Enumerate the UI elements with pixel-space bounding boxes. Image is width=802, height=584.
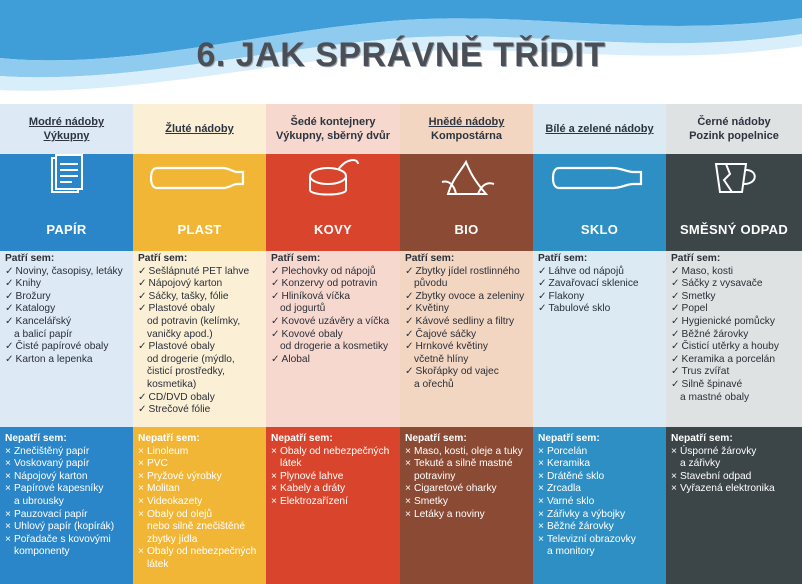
column-smesny-odpad: [666, 104, 802, 584]
accepted-title: Patří sem:: [271, 253, 321, 264]
list-item: × Vyřazená elektronika: [671, 483, 798, 496]
list-item: × Kabely a dráty: [271, 483, 396, 496]
accepted-title: Patří sem:: [538, 253, 588, 264]
list-item: ✓ Čisticí utěrky a houby: [671, 341, 798, 354]
list-item: × Znečištěný papír: [5, 446, 129, 459]
column-header: [666, 104, 802, 154]
page-title: 6. JAK SPRÁVNĚ TŘÍDIT: [196, 36, 606, 74]
list-item: × Pauzovací papír: [5, 509, 129, 522]
category-label: KOVY: [313, 222, 353, 237]
list-item: × Cigaretové oharky: [405, 483, 529, 496]
accepted-items: [400, 251, 533, 427]
list-item: ✓ Květiny: [405, 303, 529, 316]
list-item: ✓ Popel: [671, 303, 798, 316]
list-item: ✓ Tabulové sklo: [538, 303, 662, 316]
list-item: ✓ Kovové obaly: [271, 329, 396, 342]
list-item: ✓ Nápojový karton: [138, 278, 262, 291]
container-name: Žluté nádoby: [165, 123, 234, 135]
list-item: ✓ Plastové obaly: [138, 341, 262, 354]
rejected-title: Nepatří sem:: [405, 433, 467, 444]
rejected-title: Nepatří sem:: [271, 433, 333, 444]
collection-point: Výkupny: [43, 130, 90, 142]
accepted-items: [0, 251, 133, 427]
list-item: ✓ Trus zvířat: [671, 366, 798, 379]
rejected-title: Nepatří sem:: [5, 433, 67, 444]
list-item: × Voskovaný papír: [5, 458, 129, 471]
list-item: × Obaly od nebezpečných: [138, 546, 262, 559]
accepted-title: Patří sem:: [138, 253, 188, 264]
list-item: látek: [280, 458, 302, 470]
list-item: a mastné obaly: [680, 391, 750, 403]
list-item: od jogurtů: [280, 303, 326, 315]
list-item: ✓ Maso, kosti: [671, 266, 798, 279]
column-header: [0, 104, 133, 154]
list-item: ✓ Smetky: [671, 291, 798, 304]
container-name: Šedé kontejnery: [290, 116, 376, 128]
list-item: a balicí papír: [14, 328, 73, 340]
list-item: × Běžné žárovky: [538, 521, 662, 534]
category-label: BIO: [454, 222, 479, 237]
list-item: ✓ Sáčky, tašky, fólie: [138, 291, 262, 304]
list-item: ✓ Noviny, časopisy, letáky: [5, 266, 129, 279]
category-label: SKLO: [580, 222, 619, 237]
container-name: Bílé a zelené nádoby: [545, 123, 654, 135]
rejected-items: [666, 427, 802, 584]
list-item: a zářivky: [680, 458, 721, 470]
list-item: kosmetika): [147, 378, 197, 390]
list-item: komponenty: [14, 546, 70, 558]
list-item: od drogerie a kosmetiky: [280, 341, 389, 353]
list-item: × Letáky a noviny: [405, 509, 529, 522]
list-item: ✓ Čisté papírové obaly: [5, 341, 129, 354]
list-item: × Uhlový papír (kopírák): [5, 521, 129, 534]
collection-point: Výkupny, sběrný dvůr: [275, 130, 391, 142]
list-item: ✓ Hrnkové květiny: [405, 341, 529, 354]
category-band: [666, 154, 802, 251]
list-item: ✓ Katalogy: [5, 303, 129, 316]
column-plast: [133, 104, 266, 584]
list-item: a monitory: [547, 546, 595, 558]
column-kovy: [266, 104, 400, 584]
list-item: ✓ Silně špinavé: [671, 379, 798, 392]
column-header: [266, 104, 400, 154]
list-item: × PVC: [138, 458, 262, 471]
list-item: × Maso, kosti, oleje a tuky: [405, 446, 529, 459]
column-sklo: [533, 104, 666, 584]
list-item: ✓ Kancelářský: [5, 316, 129, 329]
list-item: a ořechů: [414, 378, 454, 390]
list-item: × Zrcadla: [538, 483, 662, 496]
list-item: látek: [147, 558, 169, 570]
list-item: × Pryžové výrobky: [138, 471, 262, 484]
list-item: ✓ Plechovky od nápojů: [271, 266, 396, 279]
list-item: nebo silně znečištěné: [147, 521, 245, 533]
column-header: [533, 104, 666, 154]
list-item: od drogerie (mýdlo,: [147, 353, 235, 365]
accepted-items: [666, 251, 802, 427]
list-item: × Úsporné žárovky: [671, 446, 798, 459]
list-item: × Varné sklo: [538, 496, 662, 509]
list-item: ✓ CD/DVD obaly: [138, 392, 262, 405]
sorting-table: [0, 104, 802, 584]
collection-point: Pozink popelnice: [689, 130, 779, 142]
list-item: ✓ Kávové sedliny a filtry: [405, 316, 529, 329]
list-item: ✓ Zavařovací sklenice: [538, 278, 662, 291]
column-header: [133, 104, 266, 154]
container-name: Hnědé nádoby: [428, 116, 505, 128]
accepted-items: [266, 251, 400, 427]
list-item: potraviny: [414, 470, 456, 482]
list-item: ✓ Brožury: [5, 291, 129, 304]
list-item: × Tekuté a silně mastné: [405, 458, 529, 471]
list-item: ✓ Sešlápnuté PET lahve: [138, 266, 262, 279]
list-item: × Obaly od nebezpečných: [271, 446, 396, 459]
list-item: od potravin (kelímky,: [147, 315, 241, 327]
list-item: ✓ Keramika a porcelán: [671, 354, 798, 367]
category-band: [0, 154, 133, 251]
list-item: × Molitan: [138, 483, 262, 496]
category-label: PAPÍR: [46, 222, 87, 237]
list-item: × Obaly od olejů: [138, 509, 262, 522]
category-band: [133, 154, 266, 251]
list-item: původu: [414, 278, 448, 290]
list-item: ✓ Běžné žárovky: [671, 329, 798, 342]
list-item: × Porcelán: [538, 446, 662, 459]
category-label: SMĚSNÝ ODPAD: [679, 222, 789, 237]
list-item: ✓ Strečové fólie: [138, 404, 262, 417]
list-item: ✓ Zbytky jídel rostlinného: [405, 266, 529, 279]
broken-cup-icon: [666, 154, 802, 204]
category-band: [266, 154, 400, 251]
list-item: × Smetky: [405, 496, 529, 509]
container-name: Modré nádoby: [28, 116, 105, 128]
column-header: [400, 104, 533, 154]
list-item: ✓ Hygienické pomůcky: [671, 316, 798, 329]
category-label: PLAST: [177, 222, 222, 237]
list-item: × Nápojový karton: [5, 471, 129, 484]
list-item: × Stavební odpad: [671, 471, 798, 484]
list-item: × Pořadače s kovovými: [5, 534, 129, 547]
list-item: ✓ Knihy: [5, 278, 129, 291]
list-item: ✓ Karton a lepenka: [5, 354, 129, 367]
rejected-items: [266, 427, 400, 584]
rejected-items: [400, 427, 533, 584]
category-band: [400, 154, 533, 251]
category-band: [533, 154, 666, 251]
list-item: a ubrousky: [14, 495, 64, 507]
list-item: × Linoleum: [138, 446, 262, 459]
container-name: Černé nádoby: [697, 116, 771, 128]
list-item: včetně hlíny: [414, 353, 469, 365]
rejected-items: [0, 427, 133, 584]
rejected-items: [133, 427, 266, 584]
list-item: × Videokazety: [138, 496, 262, 509]
accepted-title: Patří sem:: [405, 253, 455, 264]
collection-point: Kompostárna: [431, 130, 502, 142]
list-item: zbytky jídla: [147, 533, 198, 545]
list-item: × Televizní obrazovky: [538, 534, 662, 547]
list-item: ✓ Sáčky z vysavače: [671, 278, 798, 291]
paper-document-icon: [0, 154, 133, 204]
column-bio: [400, 104, 533, 584]
list-item: × Elektrozařízení: [271, 496, 396, 509]
list-item: × Keramika: [538, 458, 662, 471]
list-item: × Drátěné sklo: [538, 471, 662, 484]
accepted-title: Patří sem:: [5, 253, 55, 264]
accepted-title: Patří sem:: [671, 253, 721, 264]
list-item: ✓ Konzervy od potravin: [271, 278, 396, 291]
list-item: ✓ Flakony: [538, 291, 662, 304]
list-item: ✓ Alobal: [271, 354, 396, 367]
tin-can-icon: [266, 154, 400, 204]
plastic-bottle-icon: [133, 154, 266, 204]
column-papir: [0, 104, 133, 584]
list-item: vaničky apod.): [147, 328, 213, 340]
list-item: ✓ Hliníková víčka: [271, 291, 396, 304]
list-item: ✓ Čajové sáčky: [405, 329, 529, 342]
rejected-title: Nepatří sem:: [671, 433, 733, 444]
list-item: × Papírové kapesníky: [5, 483, 129, 496]
accepted-items: [533, 251, 666, 427]
list-item: ✓ Plastové obaly: [138, 303, 262, 316]
banana-peel-icon: [400, 154, 533, 204]
list-item: ✓ Zbytky ovoce a zeleniny: [405, 291, 529, 304]
list-item: ✓ Kovové uzávěry a víčka: [271, 316, 396, 329]
rejected-items: [533, 427, 666, 584]
rejected-title: Nepatří sem:: [138, 433, 200, 444]
list-item: × Zářivky a výbojky: [538, 509, 662, 522]
accepted-items: [133, 251, 266, 427]
list-item: × Plynové lahve: [271, 471, 396, 484]
rejected-title: Nepatří sem:: [538, 433, 600, 444]
list-item: ✓ Skořápky od vajec: [405, 366, 529, 379]
glass-bottle-icon: [533, 154, 666, 204]
list-item: ✓ Láhve od nápojů: [538, 266, 662, 279]
list-item: čisticí prostředky,: [147, 366, 225, 378]
